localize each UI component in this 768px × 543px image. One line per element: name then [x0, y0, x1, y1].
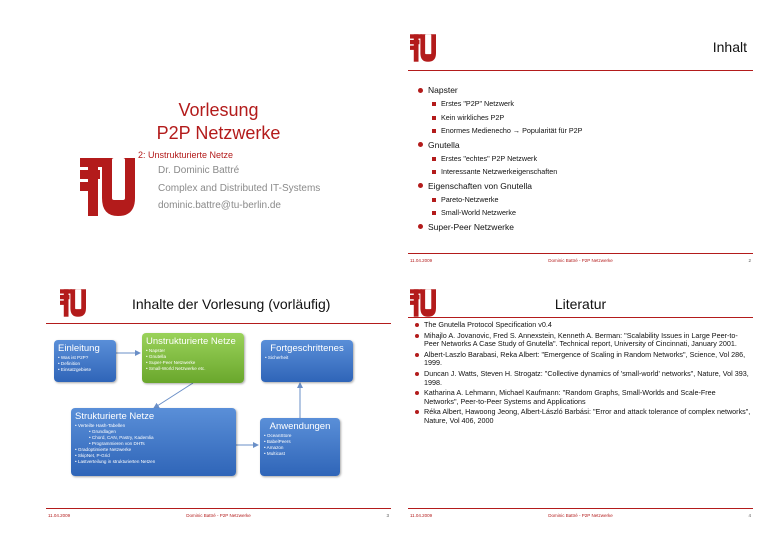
list-item: Albert-Laszlo Barabasi, Reka Albert: "Emergence of Scaling in Random Networks", Science, Vol 286, 1999.: [414, 351, 751, 368]
course-title: P2P Netzwerke: [156, 123, 281, 143]
arrow-unstrukturiert-to-strukturiert: [154, 383, 193, 408]
page-number: 4: [748, 513, 751, 518]
list-item: Duncan J. Watts, Steven H. Strogatz: "Collective dynamics of 'small-world' networks", Nature, Vol 393, 1998.: [414, 370, 751, 387]
list-item: Eigenschaften von Gnutella: [418, 180, 747, 192]
list-item: • Lastverteilung in strukturierten Netzen: [75, 459, 156, 464]
box-strukturierte-netze: [71, 408, 236, 476]
footer-rule: [408, 508, 753, 509]
footer-author: Dominic Battré - P2P Netzwerke: [548, 258, 613, 263]
lecture-heading: Vorlesung: [178, 100, 259, 120]
footer-rule: [46, 508, 391, 509]
slide-title: Inhalte der Vorlesung (vorläufig): [132, 296, 331, 312]
list-item: Kein wirkliches P2P: [418, 113, 747, 124]
tu-berlin-logo-icon: [410, 289, 436, 317]
slide-3-inhalte: [46, 285, 391, 525]
tu-berlin-logo: [410, 289, 436, 317]
list-item: Small-World Netzwerke: [418, 208, 747, 219]
list-item: Erstes "P2P" Netzwerk: [418, 99, 747, 110]
list-item: Erstes "echtes" P2P Netzwerk: [418, 154, 747, 165]
list-item: • Sicherheit: [265, 355, 289, 360]
list-item: Napster: [418, 84, 747, 96]
box-anwendungen: [260, 418, 340, 476]
author-name: Dr. Dominic Battré: [158, 165, 240, 176]
list-item: Réka Albert, Hawoong Jeong, Albert-László Barbási: "Error and attack tolerance of complex networks", Nature, Vol 406, 2000: [414, 408, 751, 425]
list-item: • Napster: [146, 348, 165, 353]
list-item: Mihajlo A. Jovanovic, Fred S. Annexstein, Kenneth A. Berman: "Scalability Issues in Large Peer-to-Peer Networks A Case Study of Gnutella". Technical report, University of Cincinnati, January 2001.: [414, 332, 751, 349]
page-number: 2: [748, 258, 751, 263]
bullet-list: [418, 82, 747, 233]
slide-footer: [410, 513, 751, 521]
tu-berlin-logo: [410, 34, 436, 62]
box-title: Fortgeschrittenes: [270, 343, 344, 354]
box-title: Einleitung: [58, 343, 100, 354]
list-item: • Super-Peer Netzwerke: [146, 360, 196, 365]
list-item: • Was ist P2P?: [58, 355, 89, 360]
lecture-subtitle: 2: Unstrukturierte Netze: [138, 150, 234, 160]
slide-title: Inhalt: [712, 39, 747, 55]
title-rule: [408, 70, 753, 71]
list-item: • Definition: [58, 361, 81, 366]
tu-berlin-logo: [80, 158, 135, 216]
list-item: • Programmieren von DHTs: [89, 441, 145, 446]
flow-arrows: [46, 285, 391, 525]
box-einleitung: [54, 340, 116, 382]
list-item: • Amazon: [264, 445, 284, 450]
page-number: 3: [386, 513, 389, 518]
box-title: Anwendungen: [269, 421, 331, 432]
list-item: Interessante Netzwerkeigenschaften: [418, 167, 747, 178]
box-title: Strukturierte Netze: [75, 411, 155, 422]
list-item: • BabelPeers: [264, 439, 291, 444]
list-item: Gnutella: [418, 139, 747, 151]
title-rule: [408, 317, 753, 318]
slide-footer: [410, 258, 751, 266]
tu-berlin-logo-icon: [410, 34, 436, 62]
list-item: The Gnutella Protocol Specification v0.4: [414, 321, 751, 330]
footer-rule: [408, 253, 753, 254]
box-title: Unstrukturierte Netze: [146, 336, 236, 347]
list-item: Enormes Medienecho → Popularität für P2P: [418, 126, 747, 137]
list-item: • Chord, CAN, Pastry, Kademlia: [89, 435, 154, 440]
literature-list: [414, 321, 751, 428]
list-item: • Grundlagen: [89, 429, 116, 434]
list-item: • Verteilte Hash-Tabellen: [75, 423, 126, 428]
email: dominic.battre@tu-berlin.de: [158, 200, 281, 211]
box-fortgeschrittenes: [261, 340, 353, 382]
department: Complex and Distributed IT-Systems: [158, 183, 321, 194]
list-item: • SkipNet, P-Grid: [75, 453, 110, 458]
list-item: Katharina A. Lehmann, Michael Kaufmann: "Random Graphs, Small-Worlds and Scale-Free Networks", Peer-to-Peer Systems and Applications: [414, 389, 751, 406]
slide-4-literatur: [408, 285, 753, 525]
list-item: • OceanStore: [264, 433, 292, 438]
list-item: Pareto-Netzwerke: [418, 195, 747, 206]
footer-date: 11.04.2009: [410, 258, 433, 263]
list-item: Super-Peer Netzwerke: [418, 221, 747, 233]
slide-2-inhalt: [408, 30, 753, 270]
list-item: • Einsatzgebiete: [58, 367, 92, 372]
box-unstrukturierte-netze: [142, 333, 244, 383]
slide-footer: [48, 513, 389, 521]
slide-1-title: [46, 30, 391, 270]
list-item: • Gradoptimierte Netzwerke: [75, 447, 132, 452]
list-item: • Multicast: [264, 451, 286, 456]
list-item: • Gnutella: [146, 354, 166, 359]
tu-berlin-logo-icon: [80, 158, 135, 216]
footer-author: Dominic Battré - P2P Netzwerke: [548, 513, 613, 518]
footer-author: Dominic Battré - P2P Netzwerke: [186, 513, 251, 518]
list-item: • Small-World Netzwerke etc.: [146, 366, 206, 371]
slide-title: Literatur: [554, 296, 607, 312]
footer-date: 11.04.2009: [410, 513, 433, 518]
footer-date: 11.04.2009: [48, 513, 71, 518]
